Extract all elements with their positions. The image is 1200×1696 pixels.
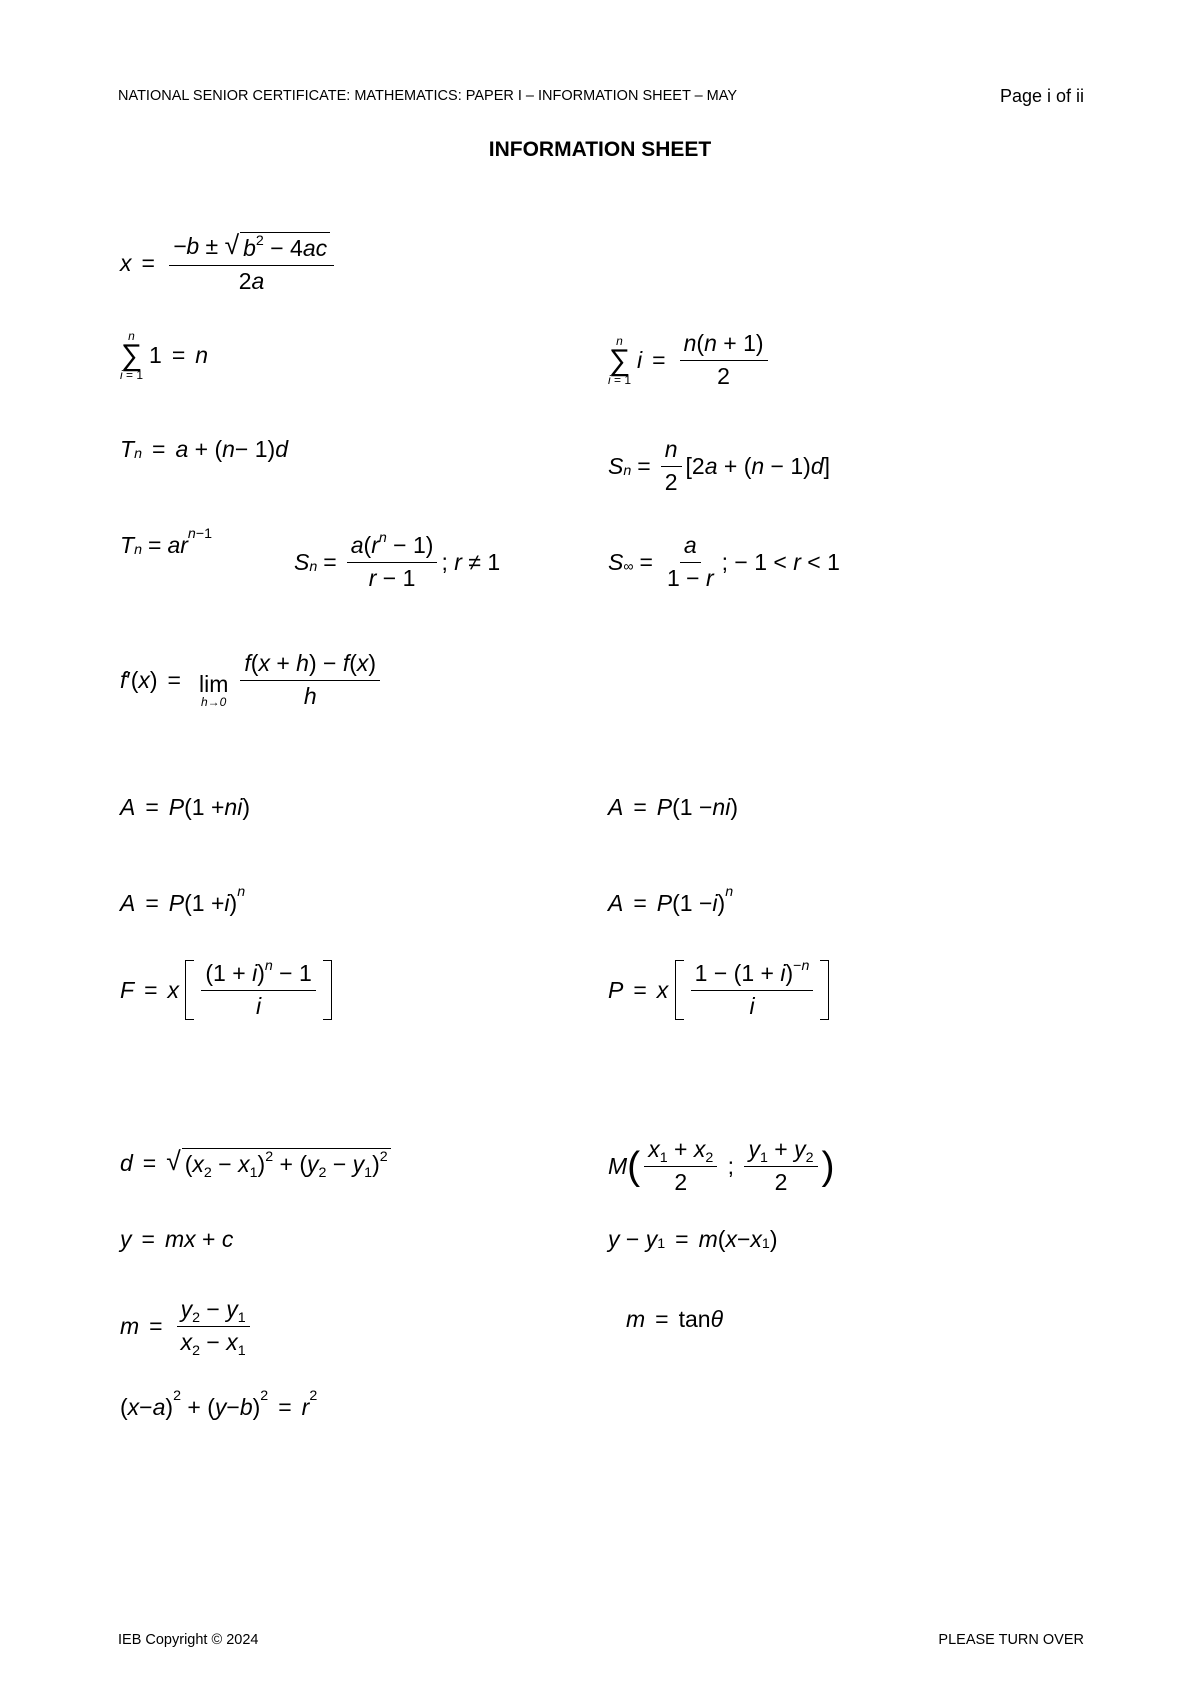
formula-line: y = mx + c: [120, 1226, 234, 1252]
page-number: Page i of ii: [999, 86, 1084, 106]
formula-geo-sinf: S ∞ = $\frac{a}{1 - r}$ ; − 1 < r < 1: [608, 532, 840, 591]
formula-arith-tn: T n = a + ( n − 1) d: [120, 436, 288, 462]
formula-gradient: m = $\frac{y_2 - y_1}{x_2 - x_1}$: [120, 1296, 254, 1356]
formula-simple-interest: A = P (1 + ni ): [120, 794, 250, 820]
formula-simple-depreciation: A = P (1 − ni ): [608, 794, 738, 820]
page-title: INFORMATION SHEET: [488, 138, 712, 161]
header-text: NATIONAL SENIOR CERTIFICATE: MATHEMATICS: PAPER I – INFORMATION SHEET – MAY: [118, 88, 738, 104]
formula-geo-sn: S n = $\frac{a(r^n - 1)}{r - 1}$ ; r ≠ 1: [294, 530, 501, 591]
formula-point-gradient: y − y 1 = m ( x − x 1 ): [608, 1226, 778, 1252]
formula-inclination: m = tanθ: [626, 1306, 724, 1332]
formula-present-value: P = x $\frac{1 - (1 + i)^{-n}}{i}$: [608, 960, 829, 1020]
formula-sum-i: n ∑ i = 1 i = $\frac{n(n + 1)}{2}$: [608, 330, 772, 390]
formula-future-value: F = x $\frac{(1 + i)^n - 1}{i}$: [120, 960, 332, 1020]
formula-compound-depreciation: A = P (1 − i ) n: [608, 884, 734, 916]
formula-compound-interest: A = P (1 + i ) n: [120, 884, 246, 916]
formula-circle: ( x − a ) 2 + ( y − b ) 2 = r 2: [120, 1388, 318, 1420]
formula-sum-one: n ∑ i = 1 1 = n: [120, 329, 209, 382]
formula-distance: d = √ $(x_2 - x_1)^2 + (y_2 - y_1)^2$: [120, 1148, 391, 1177]
formula-geo-tn: T n = ar n−1: [120, 526, 213, 558]
formula-derivative: f ′( x ) = lim h→0 $\frac{f(x + h) - f(x)}{h}$: [120, 650, 384, 710]
formula-arith-sn: S n = $\frac{n}{2}$ [2a + (n − 1)d]: [608, 436, 831, 495]
footer-copyright: IEB Copyright © 2024: [118, 1632, 259, 1648]
formula-midpoint: M ( $\frac{x_1 + x_2}{2}$ ; $\frac{y_1 + y_2}{2}$ ): [608, 1136, 835, 1195]
formula-quadratic: x = −b ± √ $b^2 - 4ac$ 2a: [120, 232, 338, 295]
footer-turn-over: PLEASE TURN OVER: [938, 1632, 1084, 1648]
